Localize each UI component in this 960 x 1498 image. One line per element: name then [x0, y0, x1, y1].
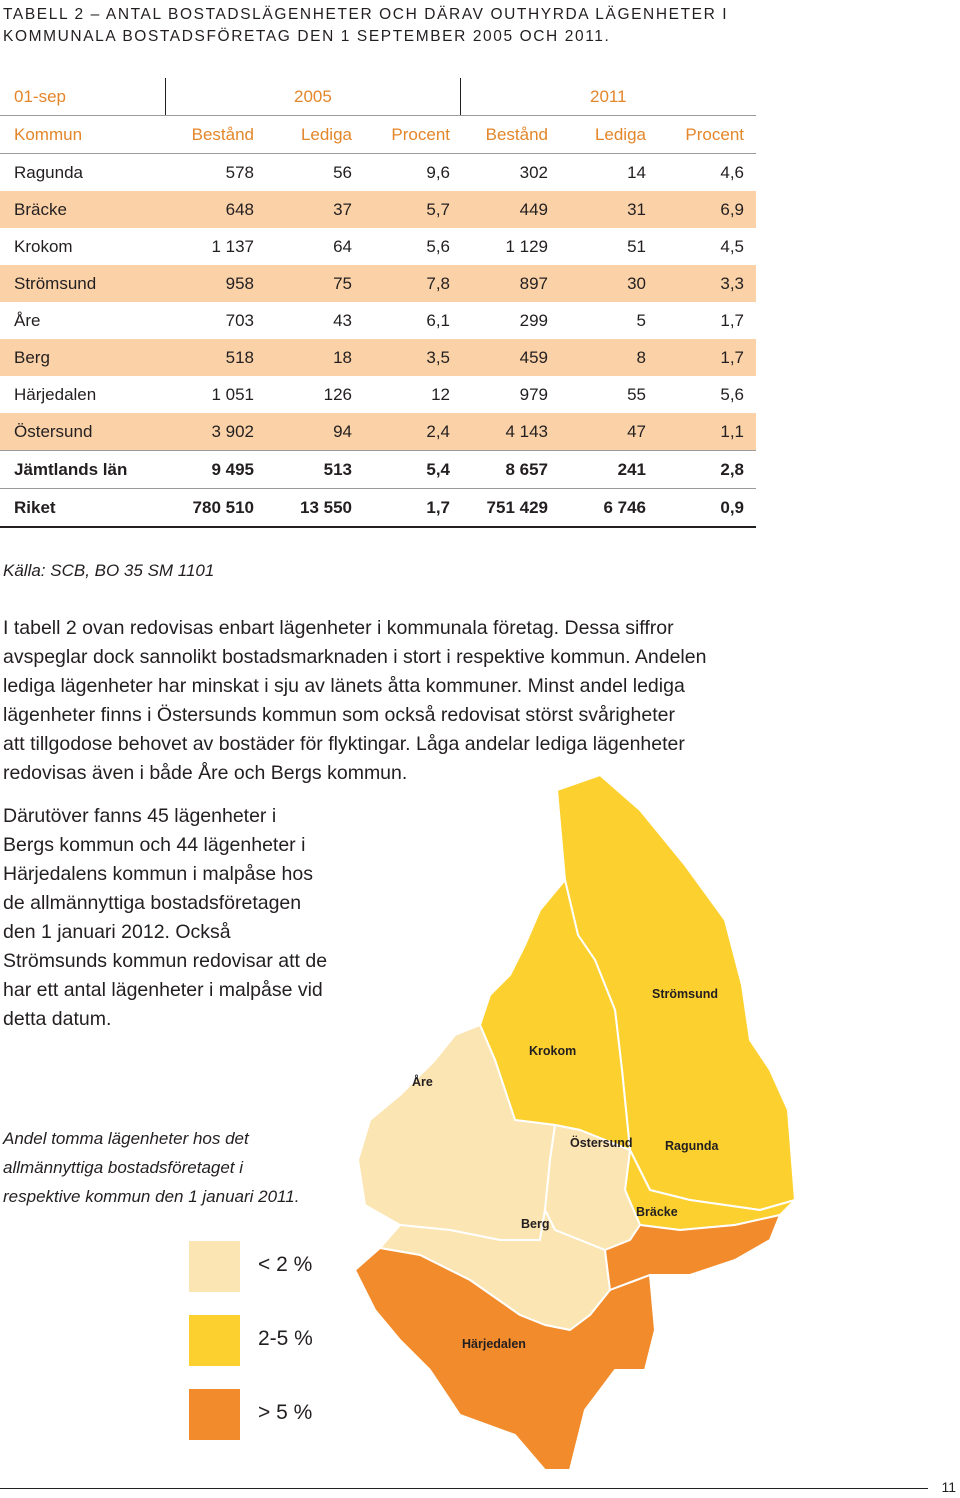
value-cell: 18: [333, 348, 352, 367]
year-divider: [460, 78, 461, 115]
caption-line: allmännyttiga bostadsföretaget i: [3, 1158, 244, 1177]
table-row: [0, 191, 756, 228]
column-header: Bestånd: [191, 125, 254, 144]
table-header-row: [0, 116, 756, 154]
kommun-cell: Riket: [14, 498, 56, 517]
kommun-cell: Härjedalen: [14, 385, 97, 404]
vacancy-table: [0, 78, 756, 528]
text-line: detta datum.: [3, 1008, 112, 1030]
table-row: [0, 265, 756, 302]
map-label-ragunda: Ragunda: [665, 1139, 719, 1153]
text-line: redovisas även i både Åre och Bergs kommun.: [3, 762, 408, 784]
text-line: Därutöver fanns 45 lägenheter i: [3, 805, 277, 827]
heading-line-1: TABELL 2 – ANTAL BOSTADSLÄGENHETER OCH DÄRAV OUTHYRDA LÄGENHETER I: [3, 6, 729, 23]
table-year-row: [0, 78, 756, 116]
value-cell: 4,5: [720, 237, 744, 256]
map-label-harjedalen: Härjedalen: [462, 1337, 526, 1351]
value-cell: 1,7: [720, 348, 744, 367]
value-cell: 7,8: [426, 274, 450, 293]
table-row: [0, 302, 756, 339]
value-cell: 8 657: [505, 460, 548, 479]
value-cell: 703: [225, 311, 254, 330]
value-cell: 51: [627, 237, 646, 256]
value-cell: 56: [333, 163, 352, 182]
footer-rule: [0, 1488, 928, 1489]
value-cell: 578: [225, 163, 254, 182]
value-cell: 648: [225, 200, 254, 219]
text-line: lediga lägenheter har minskat i sju av länets åtta kommuner. Minst andel lediga: [3, 675, 685, 697]
year-2005: 2005: [294, 87, 332, 106]
legend-swatch-low: [189, 1241, 240, 1292]
value-cell: 126: [323, 385, 352, 404]
legend-label-high: > 5 %: [258, 1401, 313, 1424]
value-cell: 4 143: [505, 422, 548, 441]
value-cell: 6,9: [720, 200, 744, 219]
kommun-cell: Åre: [14, 311, 41, 330]
value-cell: 3,3: [720, 274, 744, 293]
source-note: Källa: SCB, BO 35 SM 1101: [3, 561, 215, 580]
value-cell: 299: [519, 311, 548, 330]
value-cell: 1 137: [211, 237, 254, 256]
text-line: avspeglar dock sannolikt bostadsmarknaden i stort i respektive kommun. Andelen: [3, 646, 707, 668]
kommun-cell: Bräcke: [14, 200, 67, 219]
date-label: 01-sep: [14, 87, 66, 106]
heading-line-2: KOMMUNALA BOSTADSFÖRETAG DEN 1 SEPTEMBER 2005 OCH 2011.: [3, 28, 611, 45]
value-cell: 0,9: [720, 498, 744, 517]
text-line: Strömsunds kommun redovisar att de: [3, 950, 328, 972]
body-paragraph-1: [3, 614, 743, 788]
value-cell: 5: [636, 311, 646, 330]
kommun-cell: Strömsund: [14, 274, 97, 293]
map-label-bracke: Bräcke: [636, 1205, 678, 1219]
text-line: I tabell 2 ovan redovisas enbart lägenheter i kommunala företag. Dessa siffror: [3, 617, 674, 639]
value-cell: 3,5: [426, 348, 450, 367]
value-cell: 64: [333, 237, 352, 256]
kommun-cell: Krokom: [14, 237, 73, 256]
value-cell: 518: [225, 348, 254, 367]
table-row: [0, 376, 756, 413]
column-header: Lediga: [300, 125, 352, 144]
value-cell: 3 902: [211, 422, 254, 441]
text-line: de allmännyttiga bostadsföretagen: [3, 892, 302, 914]
value-cell: 5,6: [426, 237, 450, 256]
text-line: lägenheter finns i Östersunds kommun som också redovisat störst svårigheter: [3, 704, 675, 726]
column-header: Procent: [685, 125, 744, 144]
map-label-krokom: Krokom: [529, 1044, 577, 1058]
value-cell: 13 550: [300, 498, 352, 517]
caption-line: Andel tomma lägenheter hos det: [3, 1129, 249, 1148]
value-cell: 513: [323, 460, 352, 479]
column-header: Bestånd: [485, 125, 548, 144]
table-body: [0, 154, 756, 528]
legend-label-low: < 2 %: [258, 1253, 313, 1276]
table-heading: [3, 4, 903, 48]
kommun-cell: Berg: [14, 348, 50, 367]
value-cell: 94: [333, 422, 352, 441]
value-cell: 958: [225, 274, 254, 293]
table-row: [0, 228, 756, 265]
text-line: den 1 januari 2012. Också: [3, 921, 231, 943]
year-divider: [165, 78, 166, 115]
text-line: Härjedalens kommun i malpåse hos: [3, 863, 313, 885]
value-cell: 2,4: [426, 422, 450, 441]
value-cell: 1,7: [720, 311, 744, 330]
column-header: Lediga: [594, 125, 646, 144]
value-cell: 5,4: [426, 460, 450, 479]
value-cell: 47: [627, 422, 646, 441]
table-row: [0, 413, 756, 451]
value-cell: 14: [627, 163, 646, 182]
value-cell: 37: [333, 200, 352, 219]
value-cell: 5,6: [720, 385, 744, 404]
value-cell: 1,1: [720, 422, 744, 441]
value-cell: 459: [519, 348, 548, 367]
value-cell: 979: [519, 385, 548, 404]
map-label-berg: Berg: [521, 1217, 550, 1231]
text-line: att tillgodose behovet av bostäder för flyktingar. Låga andelar lediga lägenheter: [3, 733, 685, 755]
value-cell: 1 051: [211, 385, 254, 404]
map-label-stromsund: Strömsund: [652, 987, 718, 1001]
value-cell: 1,7: [426, 498, 450, 517]
value-cell: 449: [519, 200, 548, 219]
column-header: Kommun: [14, 125, 83, 144]
body-paragraph-2: [3, 802, 353, 1034]
jamtland-map: [340, 770, 800, 1470]
value-cell: 1 129: [505, 237, 548, 256]
kommun-cell: Ragunda: [14, 163, 84, 182]
map-caption: [3, 1124, 333, 1211]
value-cell: 897: [519, 274, 548, 293]
legend-swatch-mid: [189, 1315, 240, 1366]
value-cell: 30: [627, 274, 646, 293]
value-cell: 780 510: [192, 498, 254, 517]
value-cell: 5,7: [426, 200, 450, 219]
text-line: har ett antal lägenheter i malpåse vid: [3, 979, 323, 1001]
table-row: [0, 154, 756, 191]
map-label-ostersund: Östersund: [570, 1136, 633, 1150]
value-cell: 6 746: [603, 498, 646, 517]
column-header: Procent: [391, 125, 450, 144]
kommun-cell: Östersund: [14, 422, 93, 441]
table-row: [0, 339, 756, 376]
table-row: [0, 451, 756, 489]
caption-line: respektive kommun den 1 januari 2011.: [3, 1187, 300, 1206]
value-cell: 31: [627, 200, 646, 219]
legend-label-mid: 2-5 %: [258, 1327, 313, 1350]
value-cell: 12: [431, 385, 450, 404]
value-cell: 9 495: [211, 460, 254, 479]
value-cell: 6,1: [426, 311, 450, 330]
table-row: [0, 489, 756, 528]
value-cell: 751 429: [486, 498, 548, 517]
value-cell: 2,8: [720, 460, 744, 479]
value-cell: 43: [333, 311, 352, 330]
text-line: Bergs kommun och 44 lägenheter i: [3, 834, 306, 856]
legend-swatch-high: [189, 1389, 240, 1440]
value-cell: 4,6: [720, 163, 744, 182]
page-number: 11: [941, 1479, 956, 1495]
kommun-cell: Jämtlands län: [14, 460, 128, 479]
value-cell: 8: [636, 348, 646, 367]
value-cell: 9,6: [426, 163, 450, 182]
value-cell: 302: [519, 163, 548, 182]
value-cell: 241: [617, 460, 646, 479]
year-2011: 2011: [590, 87, 627, 106]
value-cell: 55: [627, 385, 646, 404]
map-label-are: Åre: [412, 1075, 433, 1089]
value-cell: 75: [333, 274, 352, 293]
